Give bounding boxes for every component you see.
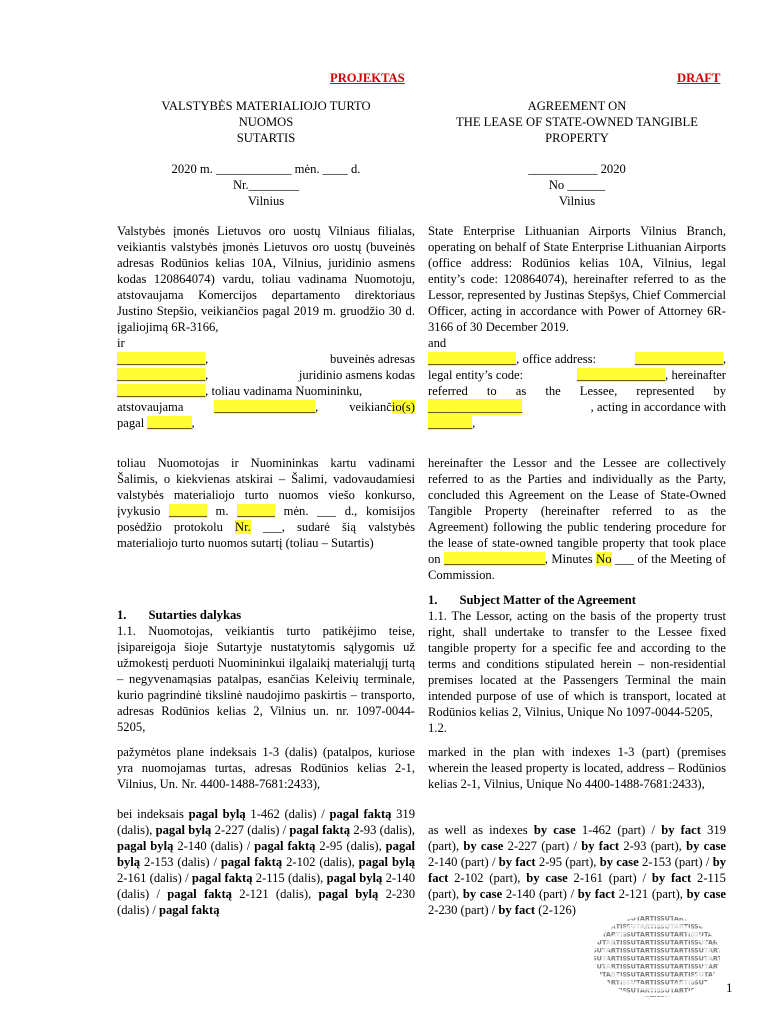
title-en: AGREEMENT ON THE LEASE OF STATE-OWNED TANGIBLE PROPERTY [456,99,698,145]
clause-1-1-en: 1.1. The Lessor, acting on the basis of the property trust right, shall undertake to transfer to the Lessee fixed tangible property for a specific fee and according to the terms and conditions stipulated herein – non-residential premises located at the Passengers Terminal the main intended purpose of use of which is transport, located at Rodūnios kelias 2, Vilnius, Unique No 1097-0044-5205, 1.2. [428,609,726,735]
preamble-en: hereinafter the Lessor and the Lessee are collectively referred to as the Parties and individually as the Party, concluded this Agreement on the Lease of State-Owned Tangible Property (hereinafter referred to as the Agreement) following the public tendering procedure for the lease of state-owned tangible property that took place on ________________, Minutes No ___ of the Meeting of Commission. [428,456,726,582]
case-fact-list-lt: bei indeksais pagal bylą 1-462 (dalis) / pagal faktą 319 (dalis), pagal bylą 2-227 (dalis) / pagal faktą 2-93 (dalis), pagal bylą 2-140 (dalis) / pagal faktą 2-95 (dalis), pagal bylą 2-153 (dalis) / pagal faktą 2-102 (dalis), pagal bylą 2-161 (dalis) / pagal faktą 2-115 (dalis), pagal bylą 2-140 (dalis) / pagal faktą 2-121 (dalis), pagal bylą 2-230 (dalis) / pagal faktą [117,807,416,917]
section-heading-lt: 1. Sutarties dalykas [117,608,242,622]
preamble-lt: toliau Nuomotojas ir Nuomininkas kartu vadinami Šalimis, o kiekvienas atskirai – Šalimi, vadovaudamiesi valstybės materialiojo turto nuomos viešo konkurso, įvykusio ______ m. ______ mėn. ___ d., komisijos posėdžio protokolu Nr. ___, sudarė šią valstybės materialiojo turto nuomos sutartį (toliau – Sutartis) [117,456,416,550]
title-lt: VALSTYBĖS MATERIALIOJO TURTO NUOMOS SUTARTIS [161,99,371,145]
section-heading-en: 1. Subject Matter of the Agreement [428,593,636,607]
clause-1-1-lt: 1.1. Nuomotojas, veikiantis turto patikėjimo teise, įsipareigoja šioje Sutartyje nustatytomis sąlygomis už užmokestį perduoti Nuomininkui ilgalaikį materialųjį turtą – negyvenamąsias patalpas, esančias Keleivių terminale, kurio pagrindinė tikslinė naudojimo paskirtis – transporto, adresas Rodūnios kelias 2, Vilnius un. nr. 1097-0044-5205, [117,624,415,734]
draft-label-lt: PROJEKTAS [330,71,405,85]
parties-en: State Enterprise Lithuanian Airports Vilnius Branch, operating on behalf of State Enterprise Lithuanian Airports (office address: Rodūnios kelias 10A, Vilnius, legal entity’s code: 120864074), hereinafter referred to as the Lessor, represented by Justinas Stepšys, Chief Commercial Officer, acting in accordance with Power of Attorney 6R-3166 of 30 December 2019. and ______________, office address: ______________, legal entity’s code: ______________, hereinafter referred to as the Lessee, represented by _______________ , acting in accordance with _______, [428,224,726,430]
page-number: 1 [726,980,733,995]
date-block-lt: 2020 m. ____________ mėn. ____ d. Nr.________ Vilnius [171,162,361,208]
plan-indexes-en: marked in the plan with indexes 1-3 (part) (premises wherein the leased property is located, address – Rodūnios kelias 2-1, Vilnius, Unique No 4400-1488-7681:2433), [428,745,726,791]
plan-indexes-lt: pažymėtos plane indeksais 1-3 (dalis) (patalpos, kuriose yra nuomojamas turtas, adresas Rodūnios kelias 2-1, Vilnius, Un. Nr. 4400-1488-7681:2433), [117,745,415,791]
parties-lt: Valstybės įmonės Lietuvos oro uostų Vilniaus filialas, veikiantis valstybės įmonės Lietuvos oro uostų (buveinės adresas Rodūnios kelias 10A, Vilnius, juridinio asmens kodas 120864074) vardu, toliau vadinama Nuomotoju, atstovaujama Komercijos departamento direktoriaus Justino Stepšio, veikiančios pagal 2019 m. gruodžio 30 d. įgaliojimą 6R-3166, ir ______________, buveinės adresas ______________, juridinio asmens kodas ______________, toliau vadinama Nuomininku, atstovaujama ________________, veikiančio(s) pagal _______, [117,224,415,430]
draft-label-en: DRAFT [677,71,721,85]
sutartis-stamp-icon [592,914,722,998]
date-block-en: ___________ 2020 No ______ Vilnius [528,162,626,208]
case-fact-list-en: as well as indexes by case 1-462 (part) / by fact 319 (part), by case 2-227 (part) / by fact 2-93 (part), by case 2-140 (part) / by fact 2-95 (part), by case 2-153 (part) / by fact 2-102 (part), by case 2-161 (part) / by fact 2-115 (part), by case 2-140 (part) / by fact 2-121 (part), by case 2-230 (part) / by fact (2-126) [428,823,727,917]
